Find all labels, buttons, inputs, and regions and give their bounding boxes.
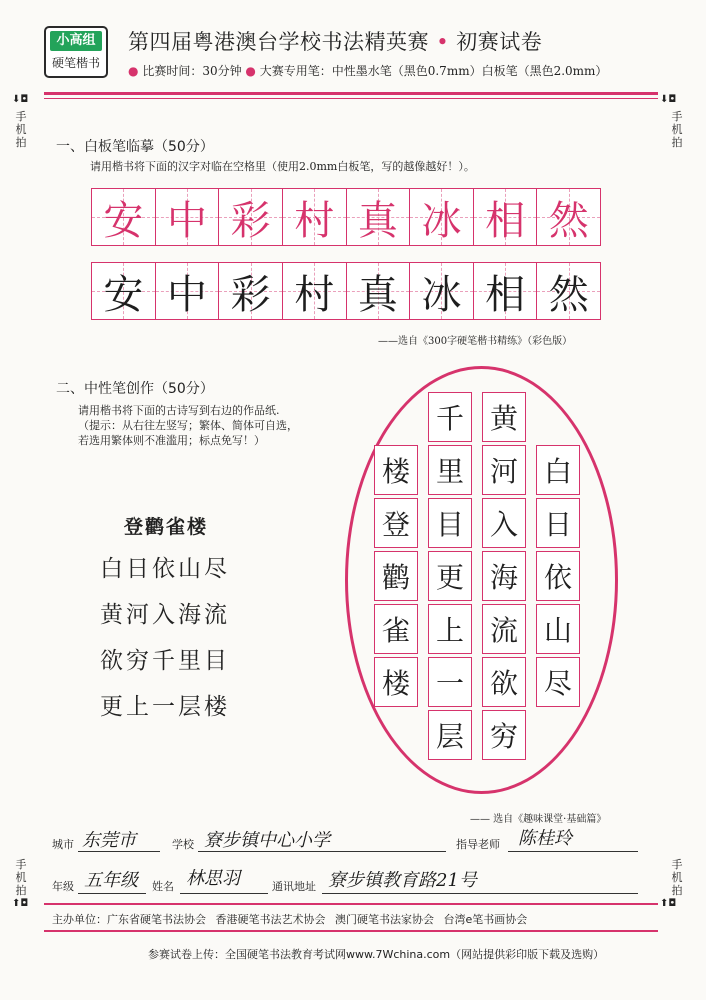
writing-cell: 尽 — [536, 657, 580, 707]
section2-source: —— 选自《趣味课堂·基础篇》 — [470, 814, 607, 825]
name-underline — [180, 893, 268, 894]
address-field[interactable]: 寮步镇教育路21号 — [328, 870, 477, 891]
grid-cell: 冰 — [410, 189, 474, 245]
copy-character-row — [91, 262, 601, 320]
exam-time: 比赛时间：30分钟 — [142, 64, 242, 78]
grid-cell: 村 — [283, 189, 347, 245]
city-field[interactable]: 东莞市 — [82, 830, 136, 851]
grid-cell: 彩 — [219, 189, 283, 245]
exam-pens: 大赛专用笔：中性墨水笔（黑色0.7mm）白板笔（黑色2.0mm） — [259, 64, 608, 78]
page-title — [128, 26, 542, 56]
section1-instruction: 请用楷书将下面的汉字对临在空格里（使用2.0mm白板笔，写的越像越好！）。 — [90, 160, 475, 173]
grid-cell: 中 — [156, 263, 220, 319]
writing-cell: 穷 — [482, 710, 526, 760]
poem-line: 黄河入海流 — [100, 602, 230, 628]
artwork-column-4 — [374, 445, 418, 707]
city-label: 城市 — [52, 838, 74, 851]
writing-cell: 目 — [428, 498, 472, 548]
section2-instruction: （提示：从右往左竖写；繁体、简体可自选， — [78, 419, 298, 432]
grid-cell: 中 — [156, 189, 220, 245]
writing-cell: 流 — [482, 604, 526, 654]
writing-cell: 楼 — [374, 657, 418, 707]
school-field[interactable]: 寮步镇中心小学 — [204, 830, 330, 851]
artwork-column-2 — [482, 392, 526, 760]
poem-line: 欲穷千里目 — [100, 648, 230, 674]
writing-cell: 欲 — [482, 657, 526, 707]
camera-icon: ⬇◘ — [12, 94, 29, 105]
grid-cell: 真 — [347, 263, 411, 319]
writing-cell: 山 — [536, 604, 580, 654]
writing-cell: 登 — [374, 498, 418, 548]
side-note-left-top: 手 机 拍 — [15, 110, 27, 149]
title-main: 第四届粤港澳台学校书法精英赛 — [128, 30, 429, 54]
writing-cell: 河 — [482, 445, 526, 495]
grid-cell: 安 — [92, 189, 156, 245]
grid-cell: 然 — [537, 263, 600, 319]
section2-heading: 二、中性笔创作（50分） — [56, 381, 214, 397]
teacher-field[interactable]: 陈桂玲 — [518, 828, 572, 849]
grade-label: 年级 — [52, 880, 74, 893]
camera-icon: ⬆◘ — [12, 898, 29, 909]
bullet-icon: ● — [128, 64, 139, 78]
side-note-right-top: 手 机 拍 — [671, 110, 683, 149]
writing-cell: 更 — [428, 551, 472, 601]
writing-cell: 千 — [428, 392, 472, 442]
camera-icon: ⬆◘ — [660, 898, 677, 909]
writing-cell: 雀 — [374, 604, 418, 654]
school-label: 学校 — [172, 838, 194, 851]
grid-cell: 彩 — [219, 263, 283, 319]
section2-instruction: 请用楷书将下面的古诗写到右边的作品纸. — [78, 404, 280, 417]
grade-field[interactable]: 五年级 — [84, 870, 138, 891]
grid-cell: 真 — [347, 189, 411, 245]
grid-cell: 村 — [283, 263, 347, 319]
writing-cell: 依 — [536, 551, 580, 601]
badge-group-label: 小高组 — [50, 31, 102, 51]
name-field[interactable]: 林思羽 — [186, 868, 240, 889]
footer-rule-bottom — [44, 930, 658, 932]
school-underline — [198, 851, 446, 852]
upload-note: 参赛试卷上传：全国硬笔书法教育考试网www.7Wchina.com（网站提供彩印版下载及选购） — [148, 948, 605, 961]
writing-cell: 海 — [482, 551, 526, 601]
group-badge — [44, 26, 108, 78]
header-rule-thin — [44, 98, 658, 99]
poem-line: 白日依山尽 — [100, 556, 230, 582]
header-rule-thick — [44, 92, 658, 95]
poem-title: 登鹳雀楼 — [124, 516, 209, 538]
model-character-row — [91, 188, 601, 246]
title-suffix: 初赛试卷 — [456, 30, 543, 54]
organizers: 主办单位：广东省硬笔书法协会 香港硬笔书法艺术协会 澳门硬笔书法家协会 台湾e笔书画协会 — [52, 913, 528, 926]
writing-cell: 黄 — [482, 392, 526, 442]
artwork-column-3 — [428, 392, 472, 760]
grade-underline — [78, 893, 146, 894]
poem-line: 更上一层楼 — [100, 694, 230, 720]
address-underline — [322, 893, 638, 894]
writing-cell: 白 — [536, 445, 580, 495]
writing-cell: 楼 — [374, 445, 418, 495]
artwork-column-1 — [536, 445, 580, 707]
title-dot: • — [436, 30, 450, 54]
address-label: 通讯地址 — [272, 880, 316, 893]
writing-cell: 层 — [428, 710, 472, 760]
grid-cell: 相 — [474, 189, 538, 245]
writing-cell: 一 — [428, 657, 472, 707]
teacher-label: 指导老师 — [456, 838, 500, 851]
section1-source: ——选自《300字硬笔楷书精练》（彩色版） — [378, 336, 573, 347]
writing-cell: 入 — [482, 498, 526, 548]
grid-cell: 相 — [474, 263, 538, 319]
grid-cell: 然 — [537, 189, 600, 245]
writing-cell: 日 — [536, 498, 580, 548]
grid-cell: 安 — [92, 263, 156, 319]
footer-rule-top — [44, 903, 658, 905]
writing-cell: 鹳 — [374, 551, 418, 601]
bullet-icon: ● — [245, 64, 256, 78]
writing-cell: 里 — [428, 445, 472, 495]
city-underline — [78, 851, 160, 852]
writing-cell: 上 — [428, 604, 472, 654]
side-note-left-bottom: 手 机 拍 — [15, 858, 27, 897]
teacher-underline — [508, 851, 638, 852]
section2-instruction: 若选用繁体则不准滥用；标点免写！） — [78, 434, 265, 447]
grid-cell: 冰 — [410, 263, 474, 319]
badge-category-label: 硬笔楷书 — [51, 56, 100, 70]
side-note-right-bottom: 手 机 拍 — [671, 858, 683, 897]
camera-icon: ⬇◘ — [660, 94, 677, 105]
exam-info — [128, 62, 607, 79]
name-label: 姓名 — [152, 880, 174, 893]
section1-heading: 一、白板笔临摹（50分） — [56, 139, 214, 155]
